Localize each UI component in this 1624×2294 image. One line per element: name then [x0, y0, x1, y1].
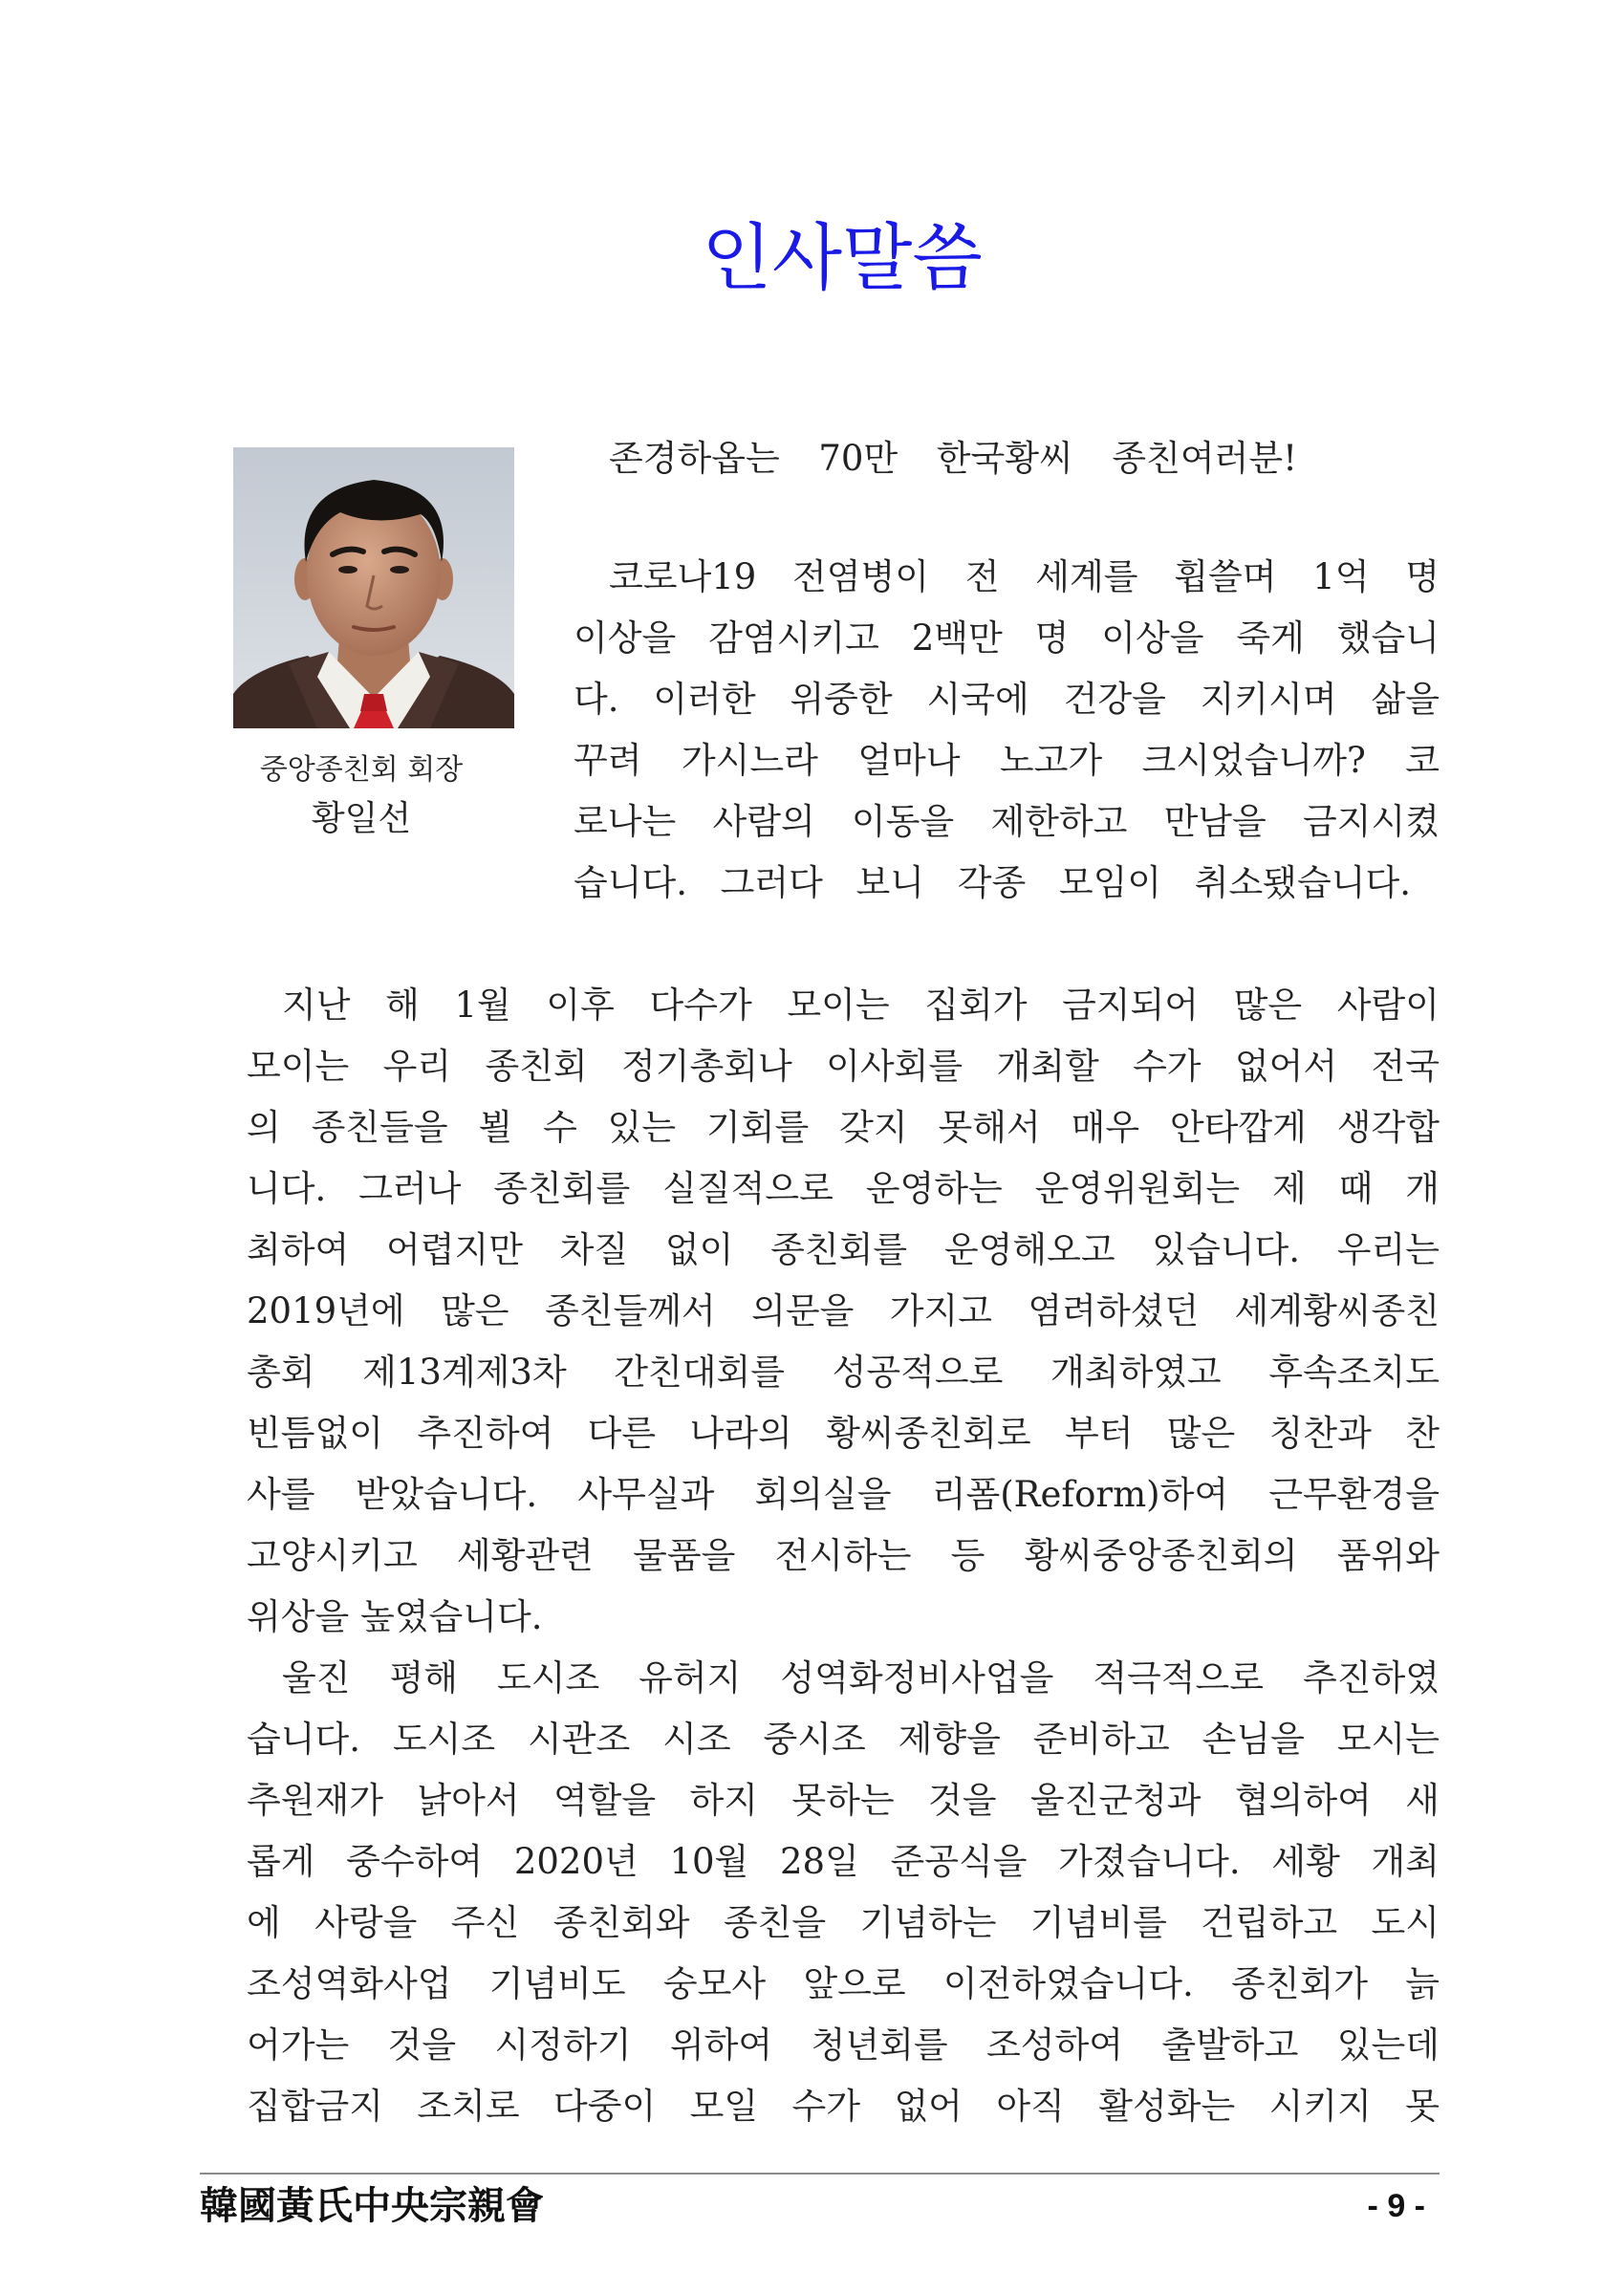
paragraph-line: 지난 해 1월 이후 다수가 모이는 집회가 금지되어 많은 사람이 [282, 985, 1440, 1026]
paragraph-line: 의 종친들을 뵐 수 있는 기회를 갖지 못해서 매우 안타깝게 생각합 [247, 1107, 1440, 1148]
paragraph-line: 꾸려 가시느라 얼마나 노고가 크시었습니까? 코 [574, 740, 1440, 781]
page-number: - 9 - [1367, 2188, 1425, 2224]
footer-organization: 韓國黃氏中央宗親會 [200, 2183, 544, 2228]
greeting-line: 존경하옵는 70만 한국황씨 종친여러분! [609, 438, 1297, 479]
paragraph-line: 최하여 어렵지만 차질 없이 종친회를 운영해오고 있습니다. 우리는 [247, 1229, 1440, 1270]
intro-paragraph [574, 547, 1440, 914]
paragraph-line: 빈틈없이 추진하여 다른 나라의 황씨종친회로 부터 많은 칭찬과 찬 [247, 1413, 1440, 1454]
page-title: 인사말씀 [702, 215, 983, 300]
left-eye [338, 566, 357, 574]
paragraph-line: 니다. 그러나 종친회를 실질적으로 운영하는 운영위원회는 제 때 개 [247, 1168, 1440, 1209]
body-text [247, 975, 1440, 2137]
paragraph-line: 추원재가 낡아서 역할을 하지 못하는 것을 울진군청과 협의하여 새 [247, 1780, 1440, 1821]
paragraph-line: 조성역화사업 기념비도 숭모사 앞으로 이전하였습니다. 종친회가 늙 [247, 1963, 1440, 2004]
paragraph-line: 위상을 높였습니다. [247, 1596, 543, 1637]
paragraph-line: 총회 제13계제3차 간친대회를 성공적으로 개최하였고 후속조치도 [247, 1352, 1440, 1393]
portrait-caption-role: 중앙종친회 회장 [259, 753, 464, 787]
paragraph-line: 2019년에 많은 종친들께서 의문을 가지고 염려하셨던 세계황씨종친 [247, 1290, 1440, 1331]
paragraph-line: 어가는 것을 시정하기 위하여 청년회를 조성하여 출발하고 있는데 [247, 2024, 1440, 2066]
paragraph-line: 사를 받았습니다. 사무실과 회의실을 리폼(Reform)하여 근무환경을 [247, 1474, 1440, 1515]
portrait-photo [233, 447, 514, 728]
paragraph-line: 롭게 중수하여 2020년 10월 28일 준공식을 가졌습니다. 세황 개최 [247, 1841, 1440, 1882]
paragraph-line: 코로나19 전염병이 전 세계를 휩쓸며 1억 명 [609, 556, 1440, 597]
paragraph-line: 습니다. 그러다 보니 각종 모임이 취소됐습니다. [574, 862, 1411, 903]
paragraph-line: 이상을 감염시키고 2백만 명 이상을 죽게 했습니 [574, 617, 1440, 659]
paragraph-line: 습니다. 도시조 시관조 시조 중시조 제향을 준비하고 손님을 모시는 [247, 1719, 1440, 1760]
paragraph-line: 고양시키고 세황관련 물품을 전시하는 등 황씨중앙종친회의 품위와 [247, 1535, 1440, 1576]
chairman-portrait [233, 447, 514, 728]
paragraph-line: 집합금지 조치로 다중이 모일 수가 없어 아직 활성화는 시키지 못 [247, 2086, 1440, 2127]
greeting-block [574, 428, 1297, 489]
portrait-caption-name: 황일선 [311, 799, 412, 838]
paragraph-line: 울진 평해 도시조 유허지 성역화정비사업을 적극적으로 추진하였 [282, 1657, 1440, 1699]
paragraph-line: 다. 이러한 위중한 시국에 건강을 지키시며 삶을 [574, 679, 1440, 720]
paragraph-line: 에 사랑을 주신 종친회와 종친을 기념하는 기념비를 건립하고 도시 [247, 1902, 1440, 1943]
paragraph-line: 모이는 우리 종친회 정기총회나 이사회를 개최할 수가 없어서 전국 [247, 1046, 1440, 1087]
paragraph-line: 로나는 사람의 이동을 제한하고 만남을 금지시켰 [574, 801, 1440, 842]
footer-divider [200, 2173, 1440, 2175]
right-eye [390, 566, 409, 574]
